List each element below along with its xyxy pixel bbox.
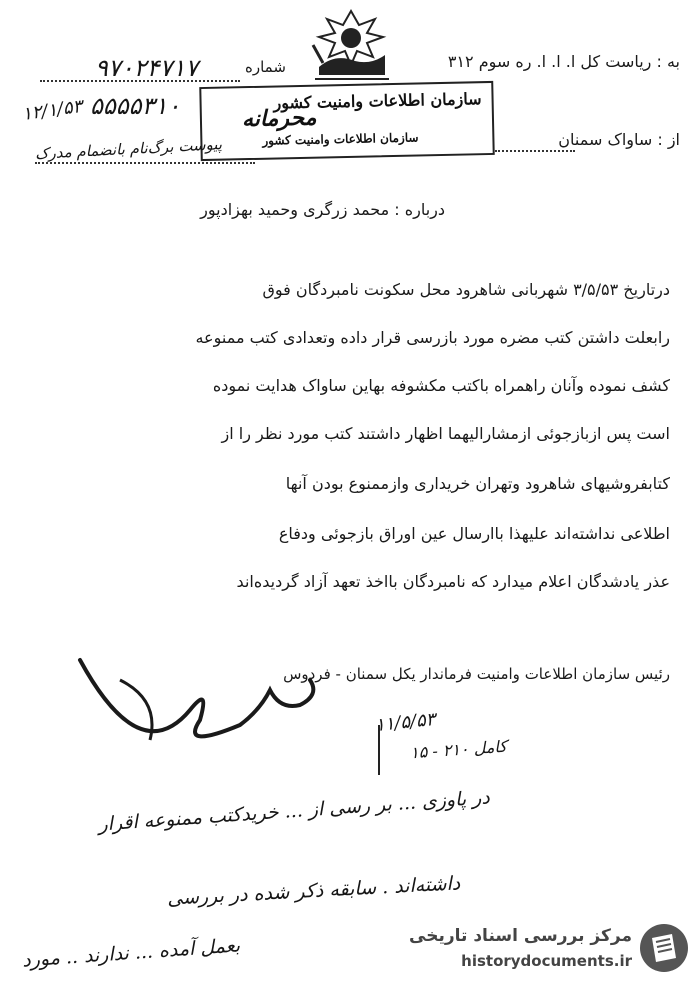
signature-date-handwritten: ۱۱/۵/۵۳: [374, 708, 437, 737]
from-line: از : ساواک سمنان: [558, 130, 680, 149]
stamp-line-1: سازمان اطلاعات وامنیت کشور: [273, 89, 482, 113]
body-line: کشف نموده وآنان راهمراه باکتب مکشوفه بهاین ساواک هدایت نموده: [212, 376, 670, 395]
date-handwritten: ۱۲/۱/۵۳: [20, 95, 84, 126]
body-line: است پس ازبازجوئی ازمشارالیهما اظهار داشتند کتب مورد نظر را از: [221, 424, 670, 443]
from-dotted-line: [495, 150, 575, 152]
subject-line: درباره : محمد زرگری وحمید بهزادپور: [200, 200, 445, 219]
lion-and-sun-emblem: [305, 5, 397, 85]
stamp-line-2: محرمانه: [241, 104, 317, 133]
signature-title: رئیس سازمان اطلاعات وامنیت فرماندار یکل سمنان - فردوس: [283, 665, 670, 683]
number-label: شماره: [245, 58, 286, 76]
watermark: [410, 918, 690, 980]
attachment-dotted-line: [35, 162, 255, 164]
stamp-line-3: سازمان اطلاعات وامنیت کشور: [262, 130, 419, 148]
body-line: رابعلت داشتن کتب مضره مورد بازرسی قرار داده وتعدادی کتب ممنوعه: [195, 328, 670, 347]
signature-code-handwritten: ۱۵ - ۲۱۰ کامل: [409, 736, 508, 763]
addressee-line: به : ریاست کل ا. ا. ا. ره سوم ۳۱۲: [447, 52, 680, 71]
history-documents-logo-icon: [638, 922, 690, 974]
body-line: اطلاعی نداشته‌اند علیهذا باارسال عین اوراق بازجوئی ودفاع: [278, 524, 670, 543]
body-line: کتابفروشیهای شاهرود وتهران خریداری وازممنوع بودن آنها: [285, 474, 670, 493]
watermark-name: مرکز بررسی اسناد تاریخی: [409, 926, 632, 946]
number-dotted-line: [40, 80, 240, 82]
signature-margin-mark: [378, 725, 382, 775]
watermark-url: historydocuments.ir: [461, 952, 632, 970]
handwritten-note-line: داشته‌اند . سابقه ذکر شده در بررسی: [166, 872, 461, 910]
signature-scribble: [60, 650, 380, 760]
body-line: درتاریخ ۳/۵/۵۳ شهربانی شاهرود محل سکونت نامبردگان فوق: [262, 280, 670, 299]
handwritten-note-line: بعمل آمده ... ندارند .. مورد: [21, 934, 241, 972]
handwritten-note-line: در پاوزی ... بر رسی از ... خریدکتب ممنوعه اقرار: [97, 786, 491, 836]
attachment-handwritten: پیوست برگ‌نام بانضمام مدرک: [34, 135, 223, 163]
second-number: ۵۵۵۵۳۱۰: [90, 92, 181, 120]
classification-stamp: [199, 81, 494, 161]
number-value: ۹۷۰۲۴۷۱۷: [95, 54, 199, 82]
body-line: عذر یادشدگان اعلام میدارد که نامبردگان بااخذ تعهد آزاد گردیده‌اند: [236, 572, 670, 591]
